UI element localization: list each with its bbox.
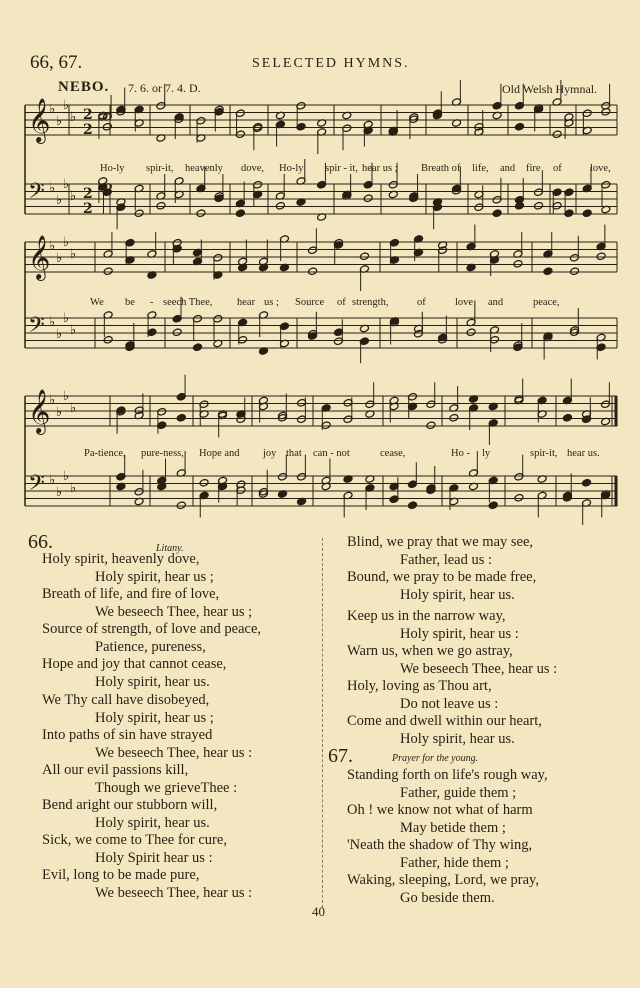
verse-line: Holy spirit, hear us. bbox=[95, 814, 210, 831]
hymn-numbers-header: 66, 67. bbox=[30, 52, 83, 73]
treble-clef-icon: 𝄞 bbox=[28, 235, 51, 279]
verse-line: Holy spirit, hear us : bbox=[400, 625, 519, 642]
lyric-syllable: Breath of bbox=[421, 163, 461, 174]
page-number: 40 bbox=[312, 904, 325, 919]
flat-icon: ♭ bbox=[70, 189, 77, 204]
flat-icon: ♭ bbox=[63, 469, 70, 484]
verse-line: We beseech Thee, hear us : bbox=[95, 744, 253, 761]
time-signature-bottom: 2 bbox=[83, 122, 93, 138]
lyric-syllable: spir-it, bbox=[530, 448, 558, 459]
lyric-syllable: of bbox=[337, 297, 346, 308]
time-signature-top: 2 bbox=[83, 107, 93, 123]
verse-line: We Thy call have disobeyed, bbox=[42, 692, 210, 708]
notehead bbox=[103, 267, 113, 276]
flat-icon: ♭ bbox=[56, 251, 63, 266]
notehead bbox=[172, 328, 182, 337]
notehead bbox=[408, 501, 418, 510]
verse-line: We beseech Thee, hear us ; bbox=[95, 603, 253, 620]
flat-icon: ♭ bbox=[70, 110, 77, 125]
flat-icon: ♭ bbox=[49, 393, 56, 408]
notehead bbox=[102, 122, 112, 131]
verse-line: Father, hide them ; bbox=[400, 854, 509, 871]
verse-line: Into paths of sin have strayed bbox=[42, 727, 213, 743]
notehead bbox=[308, 267, 318, 276]
notehead bbox=[534, 201, 544, 210]
hymn-66-number: 66. bbox=[28, 531, 53, 553]
lyric-syllable: Ho - bbox=[451, 448, 470, 459]
notehead bbox=[543, 267, 553, 276]
verse-line: Go beside them. bbox=[400, 889, 495, 906]
lyric-syllable: can - not bbox=[313, 448, 350, 459]
flat-icon: ♭ bbox=[56, 193, 63, 208]
notehead bbox=[596, 252, 606, 261]
lyric-syllable: - bbox=[150, 297, 154, 308]
notehead bbox=[363, 194, 373, 203]
time-signature-top: 2 bbox=[83, 186, 93, 202]
lyric-syllable: joy bbox=[263, 448, 277, 459]
verse-line: Waking, sleeping, Lord, we pray, bbox=[347, 872, 539, 888]
verse-line: Source of strength, of love and peace, bbox=[42, 621, 262, 637]
lyric-syllable: Source bbox=[295, 297, 325, 308]
notehead bbox=[359, 252, 369, 261]
bass-clef-icon: 𝄢 bbox=[28, 313, 45, 343]
verse-line: Do not leave us : bbox=[400, 695, 499, 712]
lyric-syllable: seech Thee, bbox=[163, 297, 213, 308]
lyric-syllable: love, bbox=[590, 163, 611, 174]
verse-line: Holy Spirit hear us : bbox=[95, 849, 213, 866]
verse-line: Patience, pureness, bbox=[95, 638, 206, 655]
notehead bbox=[176, 501, 186, 510]
lyric-syllable: spir-it, bbox=[146, 163, 174, 174]
bass-clef-icon: 𝄢 bbox=[28, 471, 45, 501]
lyric-syllable: and bbox=[500, 163, 516, 174]
lyric-syllable: heavenly bbox=[185, 163, 223, 174]
flat-icon: ♭ bbox=[63, 389, 70, 404]
lyric-syllable: strength, bbox=[352, 297, 389, 308]
verse-line: Oh ! we know not what of harm bbox=[347, 802, 533, 818]
notehead bbox=[562, 413, 572, 422]
flat-icon: ♭ bbox=[56, 114, 63, 129]
notehead bbox=[513, 259, 523, 268]
flat-icon: ♭ bbox=[56, 405, 63, 420]
verse-line: Bend aright our stubborn will, bbox=[42, 797, 218, 813]
verse-line: May betide them ; bbox=[400, 819, 506, 836]
lyric-syllable: spir - it, bbox=[325, 163, 358, 174]
notehead bbox=[275, 201, 285, 210]
lyric-syllable: life, bbox=[472, 163, 489, 174]
lyric-syllable: Hope and bbox=[199, 448, 240, 459]
treble-clef-icon: 𝄞 bbox=[28, 98, 51, 142]
flat-icon: ♭ bbox=[63, 311, 70, 326]
tune-source: Old Welsh Hymnal. bbox=[502, 82, 598, 96]
lyric-syllable: love bbox=[455, 297, 474, 308]
lyric-syllable: that bbox=[286, 448, 302, 459]
lyric-syllable: dove, bbox=[241, 163, 265, 174]
lyric-syllable: cease, bbox=[380, 448, 406, 459]
verse-line: 'Neath the shadow of Thy wing, bbox=[347, 837, 533, 853]
lyric-syllable: be bbox=[125, 297, 135, 308]
verse-line: Holy spirit, hear us ; bbox=[95, 709, 214, 726]
verse-line: Hope and joy that cannot cease, bbox=[42, 656, 227, 672]
verse-line: Father, guide them ; bbox=[400, 784, 517, 801]
flat-icon: ♭ bbox=[70, 247, 77, 262]
notehead bbox=[176, 413, 186, 422]
lyric-syllable: Pa-tience, bbox=[84, 448, 126, 459]
flat-icon: ♭ bbox=[70, 323, 77, 338]
lyric-syllable: peace, bbox=[533, 297, 560, 308]
verse-line: Come and dwell within our heart, bbox=[347, 713, 542, 729]
flat-icon: ♭ bbox=[70, 481, 77, 496]
verse-line: Blind, we pray that we may see, bbox=[347, 534, 534, 550]
flat-icon: ♭ bbox=[49, 315, 56, 330]
hymn-67-number: 67. bbox=[328, 745, 353, 767]
verse-line: We beseech Thee, hear us : bbox=[400, 660, 558, 677]
lyric-syllable: pure-ness, bbox=[141, 448, 184, 459]
tune-name: NEBO. bbox=[58, 79, 110, 95]
verse-line: Father, lead us : bbox=[400, 551, 493, 568]
verse-line: Keep us in the narrow way, bbox=[347, 608, 506, 624]
column-divider bbox=[322, 538, 323, 908]
page-title: SELECTED HYMNS. bbox=[252, 56, 410, 71]
notehead bbox=[582, 478, 592, 487]
verse-line: Though we grieveThee : bbox=[95, 779, 238, 796]
verse-line: Holy spirit, heavenly dove, bbox=[42, 551, 200, 567]
verse-line: Holy spirit, hear us. bbox=[95, 673, 210, 690]
notehead bbox=[570, 267, 580, 276]
lyric-syllable: hear us. bbox=[567, 448, 600, 459]
lyric-syllable: hear us ; bbox=[362, 163, 398, 174]
notehead bbox=[426, 421, 436, 430]
flat-icon: ♭ bbox=[63, 177, 70, 192]
time-signature-bottom: 2 bbox=[83, 201, 93, 217]
verse-line: Bound, we pray to be made free, bbox=[347, 569, 537, 585]
notehead bbox=[199, 478, 209, 487]
lyric-syllable: Ho-ly bbox=[279, 163, 304, 174]
hymn-67-subtitle: Prayer for the young. bbox=[392, 753, 479, 764]
verse-line: All our evil passions kill, bbox=[42, 762, 189, 778]
lyric-syllable: ly bbox=[482, 448, 491, 459]
notehead bbox=[449, 413, 459, 422]
tune-meter: 7. 6. or 7. 4. D. bbox=[128, 81, 201, 95]
notehead bbox=[235, 209, 245, 218]
lyric-syllable: of bbox=[553, 163, 562, 174]
lyric-syllable: We bbox=[90, 297, 104, 308]
lyric-syllable: Ho-ly bbox=[100, 163, 125, 174]
lyric-syllable: fire bbox=[526, 163, 541, 174]
notehead bbox=[582, 209, 592, 218]
verse-line: Holy spirit, hear us. bbox=[400, 730, 515, 747]
notehead bbox=[514, 493, 524, 502]
flat-icon: ♭ bbox=[49, 239, 56, 254]
flat-icon: ♭ bbox=[49, 473, 56, 488]
verse-line: Standing forth on life's rough way, bbox=[347, 767, 548, 783]
flat-icon: ♭ bbox=[63, 235, 70, 250]
verse-line: Holy spirit, hear us ; bbox=[95, 568, 214, 585]
flat-icon: ♭ bbox=[56, 327, 63, 342]
lyric-syllable: and bbox=[488, 297, 504, 308]
notehead bbox=[196, 209, 206, 218]
verse-line: We beseech Thee, hear us : bbox=[95, 884, 253, 901]
flat-icon: ♭ bbox=[63, 98, 70, 113]
flat-icon: ♭ bbox=[70, 401, 77, 416]
verse-line: Sick, we come to Thee for cure, bbox=[42, 832, 227, 848]
notehead bbox=[193, 343, 203, 352]
bass-clef-icon: 𝄢 bbox=[28, 179, 45, 209]
notehead bbox=[514, 122, 524, 131]
verse-line: Evil, long to be made pure, bbox=[42, 867, 200, 883]
notehead bbox=[552, 130, 562, 139]
flat-icon: ♭ bbox=[49, 181, 56, 196]
verse-line: Warn us, when we go astray, bbox=[347, 643, 513, 659]
verse-line: Breath of life, and fire of love, bbox=[42, 586, 220, 602]
hymn-66-subtitle: Litany. bbox=[156, 543, 184, 554]
lyric-syllable: of bbox=[417, 297, 426, 308]
verse-line: Holy spirit, hear us. bbox=[400, 586, 515, 603]
treble-clef-icon: 𝄞 bbox=[28, 389, 51, 433]
notehead bbox=[492, 209, 502, 218]
flat-icon: ♭ bbox=[56, 485, 63, 500]
lyric-syllable: hear bbox=[237, 297, 256, 308]
flat-icon: ♭ bbox=[49, 102, 56, 117]
notehead bbox=[466, 328, 476, 337]
notehead bbox=[156, 201, 166, 210]
lyric-syllable: us ; bbox=[264, 297, 279, 308]
verse-line: Holy, loving as Thou art, bbox=[347, 678, 492, 694]
